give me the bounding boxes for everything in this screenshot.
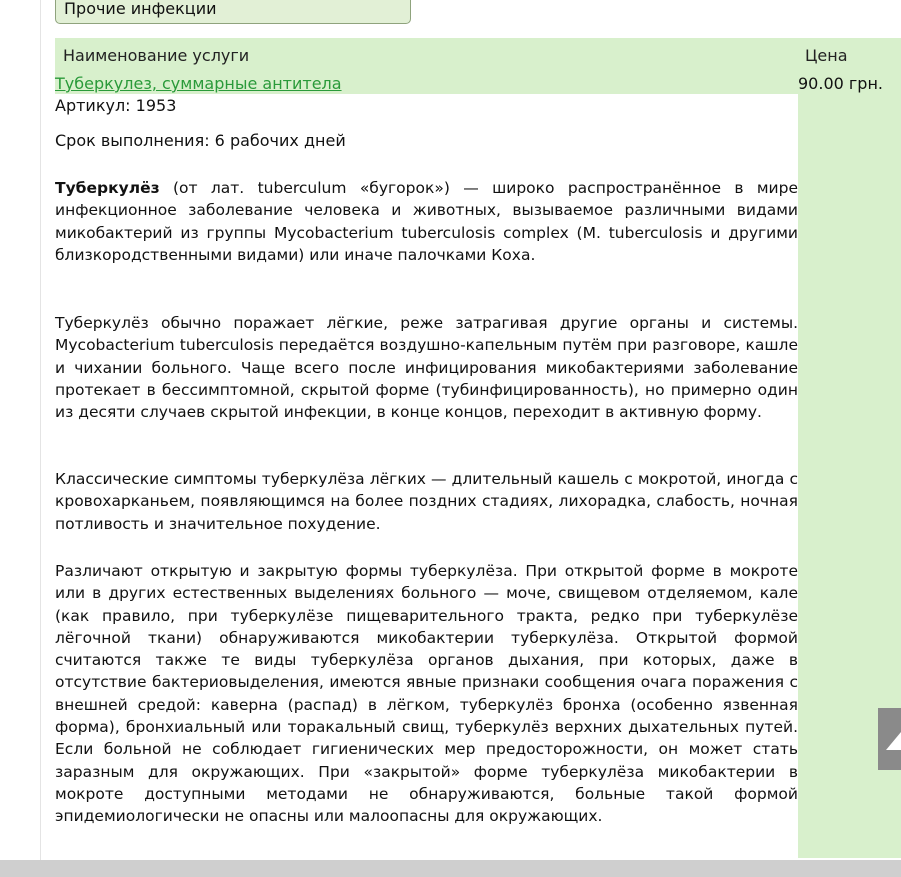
content-left-border bbox=[40, 0, 41, 860]
scroll-to-top-button[interactable] bbox=[878, 708, 901, 770]
description-term: Туберкулёз bbox=[55, 179, 160, 197]
category-button-other-infections[interactable] bbox=[55, 0, 411, 24]
header-price: Цена bbox=[805, 46, 848, 65]
service-article: Артикул: 1953 bbox=[55, 96, 177, 115]
services-table-header bbox=[55, 38, 901, 72]
arrow-up-icon bbox=[878, 708, 901, 770]
description-paragraph-1-text: (от лат. tuberculum «бугорок») — широко распространённое в мире инфекционное заболевание человека и животных, вызываемое различными видами микобактерий из группы Mycobacterium tuberculosis complex (M. tuberculosis и другими близкородственными видами) или иначе палочками Коха. bbox=[55, 179, 798, 264]
category-button-label: Прочие инфекции bbox=[64, 0, 217, 18]
header-service-name: Наименование услуги bbox=[63, 46, 250, 65]
horizontal-scrollbar[interactable] bbox=[0, 860, 901, 877]
description-paragraph-4: Различают открытую и закрытую формы туберкулёза. При открытой форме в мокроте или в других естественных выделениях больного — моче, свищевом отделяемом, кале (как правило, при туберкулёзе пищеварительного тракта, редко при туберкулёзе лёгочной ткани) обнаруживаются микобактерии туберкулёза. Открытой формой считаются также те виды туберкулёза органов дыхания, при которых, даже в отсутствие бактериовыделения, имеются явные признаки сообщения очага поражения с внешней средой: каверна (распад) в лёгком, туберкулёз бронха (особенно язвенная форма), бронхиальный или торакальный свищ, туберкулёз верхних дыхательных путей. Если больной не соблюдает гигиенических мер предосторожности, он может стать заразным для окружающих. При «закрытой» форме туберкулёза микобактерии в мокроте доступными методами не обнаруживаются, больные такой формой эпидемиологически не опасны или малоопасны для окружающих. bbox=[55, 562, 798, 826]
description-paragraph-2: Туберкулёз обычно поражает лёгкие, реже затрагивая другие органы и системы. Mycobacterium tuberculosis передаётся воздушно-капельным путём при разговоре, кашле и чихании больного. Чаще всего после инфицирования микобактериями заболевание протекает в бессимптомной, скрытой форме (тубинфицированность), но примерно один из десяти случаев скрытой инфекции, в конце концов, переходит в активную форму. bbox=[55, 314, 798, 422]
service-title-link[interactable]: Туберкулез, суммарные антитела bbox=[55, 74, 342, 93]
description-paragraph-1 bbox=[55, 177, 798, 266]
description-paragraph-3: Классические симптомы туберкулёза лёгких — длительный кашель с мокротой, иногда с кровохарканьем, появляющимся на более поздних стадиях, лихорадка, слабость, ночная потливость и значительное похудение. bbox=[55, 470, 798, 533]
service-term: Срок выполнения: 6 рабочих дней bbox=[55, 131, 346, 150]
service-price: 90.00 грн. bbox=[798, 74, 883, 93]
